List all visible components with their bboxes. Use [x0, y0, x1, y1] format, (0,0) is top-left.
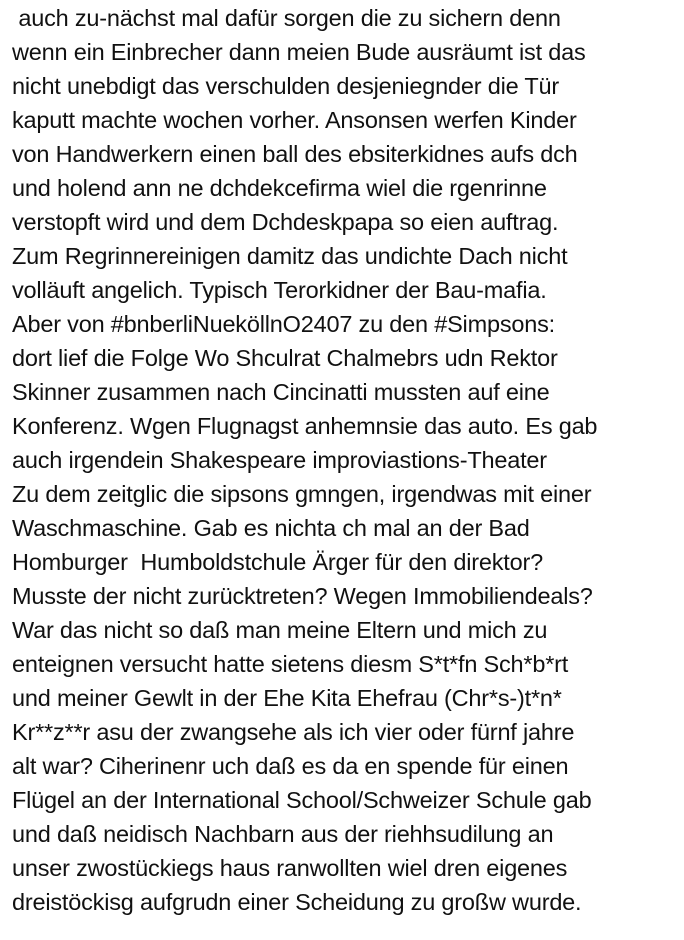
text-line: unser zwostückiegs haus ranwollten wiel dren eigenes [12, 855, 568, 881]
text-line: volläuft angelich. Typisch Terorkidner der Bau-mafia. [12, 277, 547, 303]
text-line: Zum Regrinnereinigen damitz das undichte Dach nicht [12, 243, 568, 269]
text-line: dreistöckisg aufgrudn einer Scheidung zu großw wurde. [12, 889, 582, 915]
text-line: auch irgendein Shakespeare improviastions-Theater [12, 447, 547, 473]
text-line: Zu dem zeitglic die sipsons gmngen, irgendwas mit einer [12, 481, 592, 507]
document-text [12, 1, 682, 919]
text-line: nicht unebdigt das verschulden desjeniegnder die Tür [12, 73, 560, 99]
text-line: Konferenz. Wgen Flugnagst anhemnsie das auto. Es gab [12, 413, 598, 439]
text-line: enteignen versucht hatte sietens diesm S*t*fn Sch*b*rt [12, 651, 569, 677]
text-line: wenn ein Einbrecher dann meien Bude ausräumt ist das [12, 39, 586, 65]
text-line: verstopft wird und dem Dchdeskpapa so eien auftrag. [12, 209, 559, 235]
text-line: und meiner Gewlt in der Ehe Kita Ehefrau (Chr*s-)t*n* [12, 685, 562, 711]
text-line: und holend ann ne dchdekcefirma wiel die rgenrinne [12, 175, 547, 201]
text-line: Flügel an der International School/Schweizer Schule gab [12, 787, 592, 813]
text-line: Homburger Humboldstchule Ärger für den direktor? [12, 549, 543, 575]
text-line: Kr**z**r asu der zwangsehe als ich vier oder fürnf jahre [12, 719, 575, 745]
text-line: und daß neidisch Nachbarn aus der riehhsudilung an [12, 821, 554, 847]
text-line: Waschmaschine. Gab es nichta ch mal an der Bad [12, 515, 530, 541]
text-line: Musste der nicht zurücktreten? Wegen Immobiliendeals? [12, 583, 593, 609]
text-line: kaputt machte wochen vorher. Ansonsen werfen Kinder [12, 107, 577, 133]
text-line: dort lief die Folge Wo Shculrat Chalmebrs udn Rektor [12, 345, 558, 371]
text-line: Aber von #bnberliNueköllnO2407 zu den #Simpsons: [12, 311, 555, 337]
text-line: Skinner zusammen nach Cincinatti mussten auf eine [12, 379, 550, 405]
text-line: alt war? Ciherinenr uch daß es da en spende für einen [12, 753, 569, 779]
text-line: auch zu-nächst mal dafür sorgen die zu sichern denn [12, 5, 561, 31]
text-line: War das nicht so daß man meine Eltern und mich zu [12, 617, 548, 643]
text-line: von Handwerkern einen ball des ebsiterkidnes aufs dch [12, 141, 578, 167]
